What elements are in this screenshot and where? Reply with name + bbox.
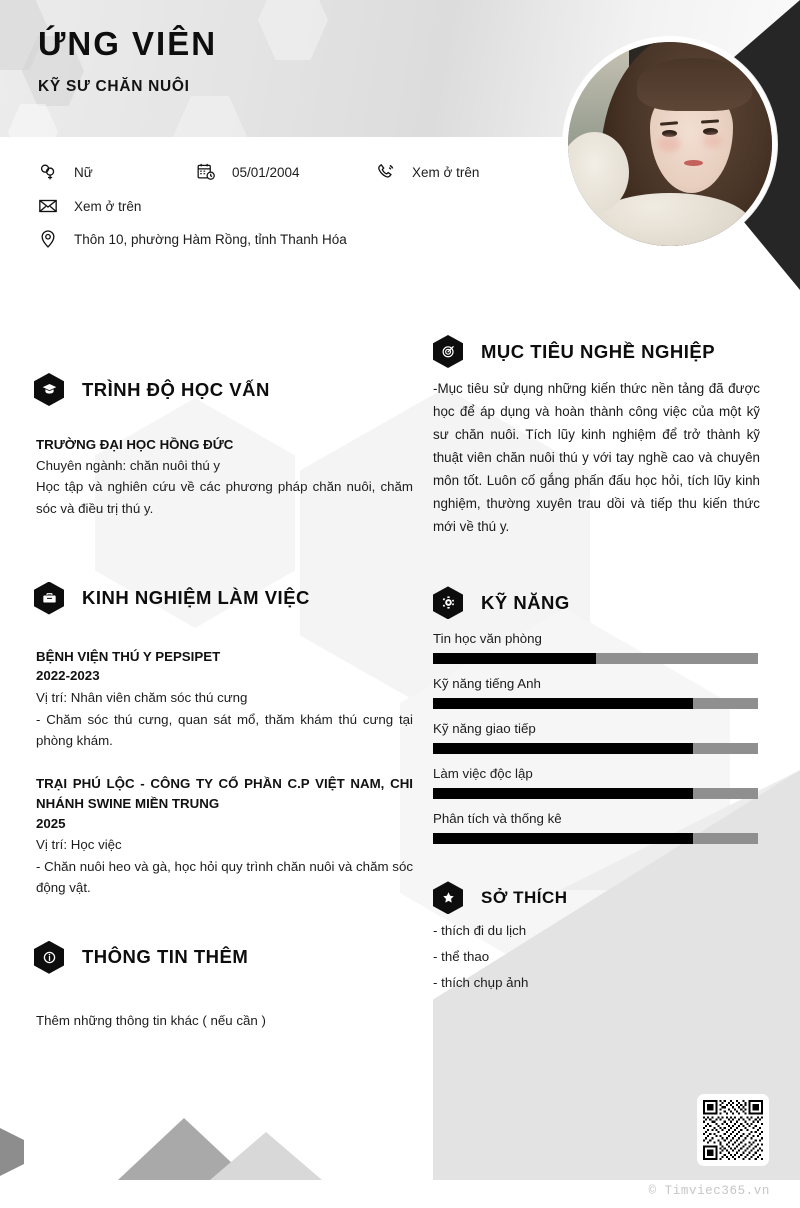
qr-code[interactable] (697, 1094, 769, 1166)
contact-address (36, 227, 347, 251)
skill-item (433, 676, 760, 709)
hobby-item: - thích chụp ảnh (433, 975, 529, 991)
address-value: Thôn 10, phường Hàm Rồng, tỉnh Thanh Hóa (74, 231, 347, 247)
experience-detail: - Chăm sóc thú cưng, quan sát mổ, thăm khám thú cưng tại phòng khám. (36, 711, 413, 749)
skill-bar-fill (433, 788, 693, 799)
skill-item (433, 766, 760, 799)
experience-org: BỆNH VIỆN THÚ Y PEPSIPET (36, 648, 221, 664)
objective-body (433, 377, 800, 538)
info-icon (34, 941, 64, 974)
birthday-value: 05/01/2004 (232, 164, 300, 180)
section-hobbies-header (433, 881, 800, 914)
skill-item (433, 631, 760, 664)
phone-icon (374, 160, 398, 184)
experience-position: Vị trí: Học việc (36, 837, 122, 853)
skill-bar-fill (433, 698, 693, 709)
experience-item (0, 774, 433, 899)
contact-gender (36, 160, 93, 184)
experience-position: Vị trí: Nhân viên chăm sóc thú cưng (36, 690, 248, 706)
education-major: Chuyên ngành: chăn nuôi thú y (36, 457, 221, 473)
skill-label: Kỹ năng tiếng Anh (433, 676, 541, 692)
calendar-clock-icon (194, 160, 218, 184)
skill-bar-track (433, 788, 758, 799)
contact-phone (374, 160, 479, 184)
additional-text: Thêm những thông tin khác ( nếu cần ) (36, 1012, 266, 1028)
skill-bar-track (433, 743, 758, 754)
experience-period: 2025 (36, 815, 66, 831)
skill-item (433, 721, 760, 754)
section-education-header (34, 373, 433, 406)
section-objective-header (433, 335, 800, 368)
phone-value: Xem ở trên (412, 164, 480, 180)
contact-email (36, 194, 141, 218)
experience-org: TRẠI PHÚ LỘC - CÔNG TY CỔ PHẦN C.P VIỆT NAM, CHI NHÁNH SWINE MIỀN TRUNG (36, 775, 413, 811)
skill-bar-fill (433, 653, 596, 664)
target-icon (433, 335, 463, 368)
skill-label: Làm việc độc lập (433, 766, 533, 782)
envelope-icon (36, 194, 60, 218)
section-additional-header (34, 941, 433, 974)
education-detail: Học tập và nghiên cứu về các phương pháp chăn nuôi, chăm sóc và điều trị thú y. (36, 479, 413, 516)
star-icon (433, 881, 463, 914)
footer-copyright: © Timviec365.vn (648, 1184, 770, 1198)
skill-item (433, 811, 760, 844)
section-hobbies-title: SỞ THÍCH (481, 887, 568, 907)
skill-label: Kỹ năng giao tiếp (433, 721, 536, 737)
hobbies-list (433, 918, 800, 996)
experience-item (0, 647, 433, 752)
experience-period: 2022-2023 (36, 668, 100, 684)
contact-info (0, 137, 800, 277)
education-school: TRƯỜNG ĐẠI HỌC HỒNG ĐỨC (36, 437, 234, 452)
skill-label: Phân tích và thống kê (433, 811, 562, 827)
section-skills-title: KỸ NĂNG (481, 591, 570, 613)
hexagon-decoration (172, 96, 248, 137)
graduation-cap-icon (34, 373, 64, 406)
briefcase-icon (34, 582, 64, 615)
section-objective-title: MỤC TIÊU NGHỀ NGHIỆP (481, 340, 716, 362)
left-column (0, 277, 433, 1208)
hobby-item: - thể thao (433, 949, 490, 965)
hexagon-decoration (8, 104, 58, 137)
skill-bar-fill (433, 743, 693, 754)
section-education-title: TRÌNH ĐỘ HỌC VẤN (82, 378, 270, 400)
experience-detail: - Chăn nuôi heo và gà, học hỏi quy trình chăn nuôi và chăm sóc động vật. (36, 858, 413, 896)
section-experience-header (34, 582, 433, 615)
hobby-item: - thích đi du lịch (433, 923, 527, 939)
section-additional-title: THÔNG TIN THÊM (82, 946, 249, 968)
contact-birthday (194, 160, 300, 184)
hexagon-decoration (258, 0, 328, 60)
objective-text: -Mục tiêu sử dụng những kiến thức nền tảng đã được học để áp dụng và hoàn thành công việc của một kỹ sư chăn nuôi. Tích lũy kinh nghiệm để trở thành kỹ thuật viên chăn nuôi thú y với tay nghề cao và chuyên môn tốt. Luôn cố gắng phấn đấu học hỏi, tích lũy kinh nghiệm, thường xuyên trau dồi và tiếp thu kiến thức mới về thú y. (433, 381, 760, 535)
page-title: ỨNG VIÊN (38, 25, 218, 62)
job-title: KỸ SƯ CHĂN NUÔI (38, 77, 190, 95)
gear-icon (433, 586, 463, 619)
email-value: Xem ở trên (74, 198, 142, 214)
skill-bar-track (433, 698, 758, 709)
section-experience-title: KINH NGHIỆM LÀM VIỆC (82, 587, 310, 609)
gender-value: Nữ (74, 164, 93, 180)
additional-body (0, 1010, 433, 1032)
skill-bar-track (433, 653, 758, 664)
skill-bar-fill (433, 833, 693, 844)
header-text-group (38, 26, 217, 96)
education-body (0, 435, 433, 520)
skills-list (433, 631, 800, 844)
gender-icon (36, 160, 60, 184)
qr-code-image (703, 1100, 763, 1160)
section-skills-header (433, 586, 800, 619)
map-pin-icon (36, 227, 60, 251)
skill-bar-track (433, 833, 758, 844)
skill-label: Tin học văn phòng (433, 631, 542, 647)
right-column (433, 277, 800, 1208)
